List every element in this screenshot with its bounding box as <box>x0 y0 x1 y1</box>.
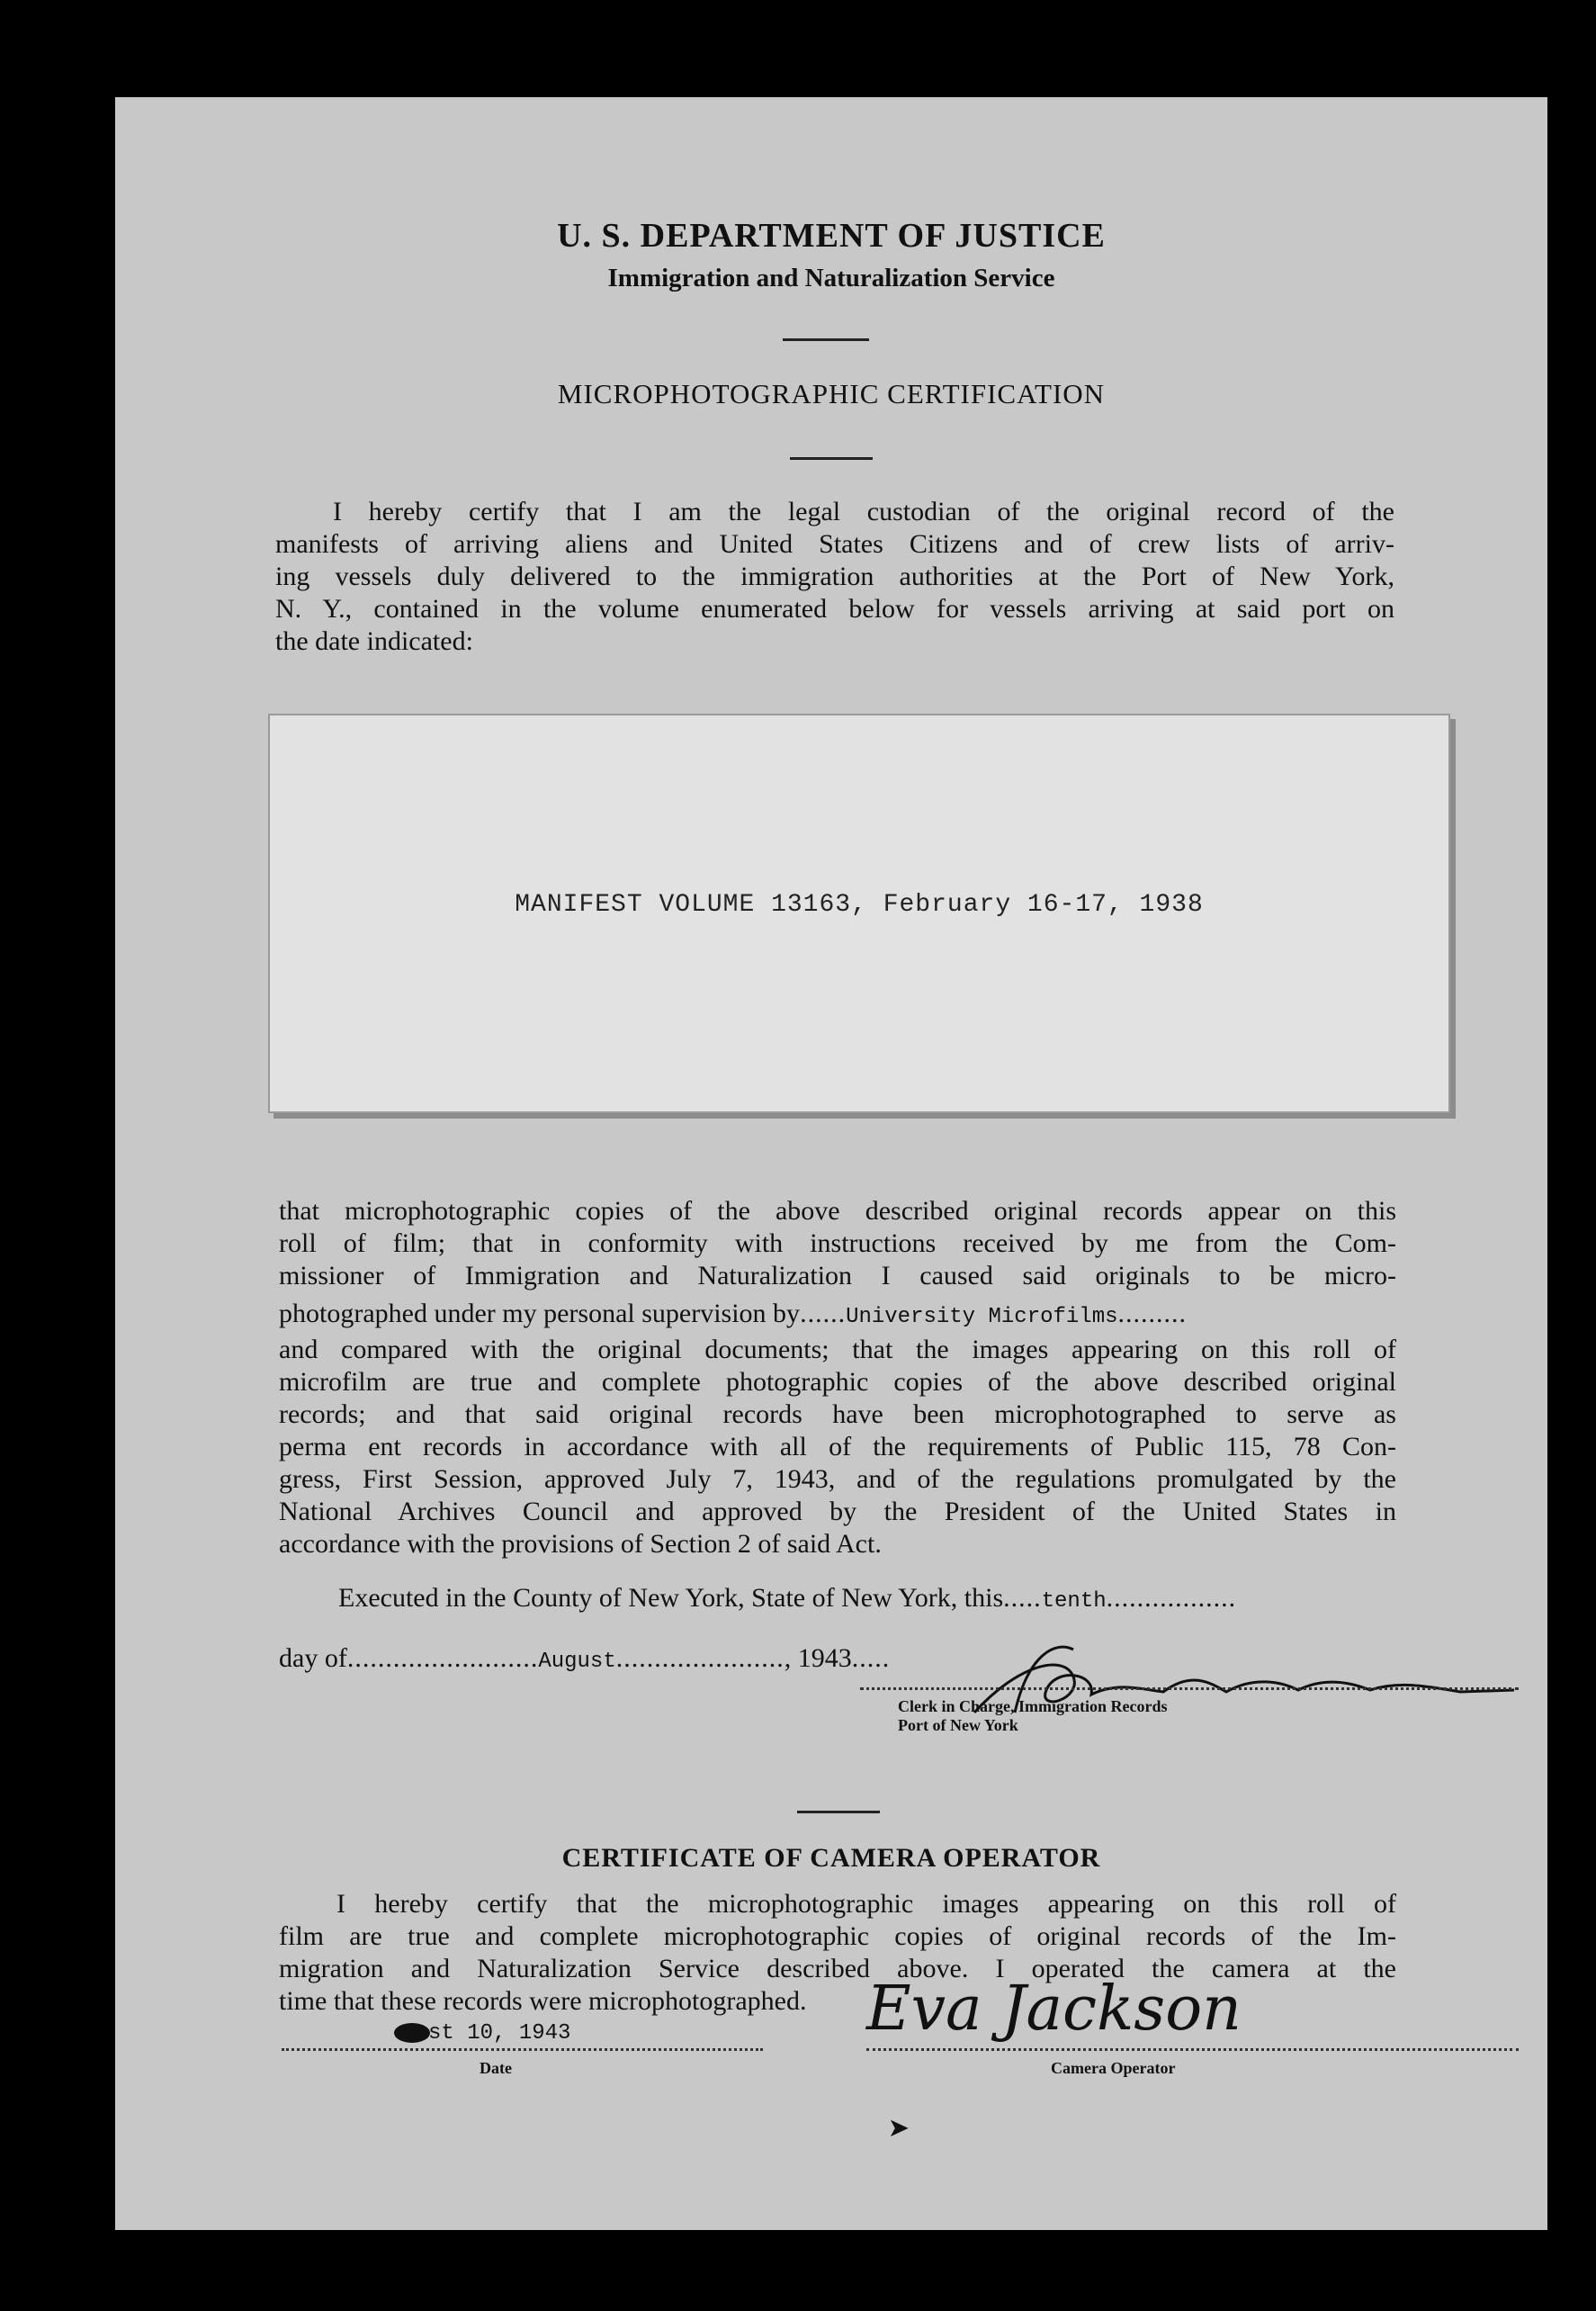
camera-line: migration and Naturalization Service described above. I operated the camera at the <box>279 1954 1396 1983</box>
intro-line: N. Y., contained in the volume enumerated below for vessels arriving at said port on <box>275 594 1394 624</box>
body-line: records; and that said original records have been microphotographed to serve as <box>279 1399 1396 1429</box>
manifest-volume-text: MANIFEST VOLUME 13163, February 16-17, 1938 <box>515 891 1204 919</box>
intro-line: the date indicated: <box>275 626 473 656</box>
camera-operator-heading: CERTIFICATE OF CAMERA OPERATOR <box>561 1843 1101 1873</box>
body-line: gress, First Session, approved July 7, 1943, and of the regulations promulgated by the <box>279 1464 1396 1494</box>
stray-mark: ➤ <box>889 2115 909 2141</box>
certification-title: MICROPHOTOGRAPHIC CERTIFICATION <box>557 378 1106 409</box>
operator-signature-line <box>866 2048 1519 2051</box>
photographed-prefix: photographed under my personal supervision by <box>279 1299 801 1328</box>
manifest-volume-slip <box>268 714 1450 1113</box>
executed-day-value: tenth <box>1041 1589 1107 1614</box>
camera-line: time that these records were microphotographed. <box>279 1986 807 2016</box>
clerk-title-line: Clerk in Charge, Immigration Records <box>898 1697 1168 1715</box>
divider-rule <box>797 1811 880 1813</box>
camera-line: I hereby certify that the microphotographic images appearing on this roll of <box>336 1889 1396 1919</box>
department-title: U. S. DEPARTMENT OF JUSTICE <box>557 217 1106 255</box>
intro-line: ing vessels duly delivered to the immigration authorities at the Port of New York, <box>275 562 1394 591</box>
body-line: microfilm are true and complete photographic copies of the above described original <box>279 1367 1396 1397</box>
body-line: National Archives Council and approved by the President of the United States in <box>279 1497 1396 1526</box>
camera-operator-signature: Eva Jackson <box>866 1974 1242 2045</box>
camera-line: film are true and complete microphotographic copies of original records of the Im- <box>279 1921 1396 1951</box>
body-line: and compared with the original documents; that the images appearing on this roll of <box>279 1335 1396 1364</box>
body-line: that microphotographic copies of the above described original records appear on this <box>279 1196 1396 1226</box>
ink-blot <box>394 2023 430 2043</box>
divider-rule <box>790 457 873 460</box>
body-line: missioner of Immigration and Naturalization I caused said originals to be micro- <box>279 1261 1396 1290</box>
executed-prefix: Executed in the County of New York, State of New York, this <box>338 1583 1004 1613</box>
year-value: , 1943 <box>784 1643 852 1673</box>
day-of-line: day of.........................August......................, 1943..... <box>279 1643 891 1674</box>
clerk-title <box>898 1697 1167 1735</box>
camera-operator-label: Camera Operator <box>1051 2059 1176 2077</box>
clerk-title-line: Port of New York <box>898 1716 1018 1734</box>
body-line: roll of film; that in conformity with instructions received by me from the Com- <box>279 1228 1396 1258</box>
executed-line: Executed in the County of New York, State of New York, this.....tenth................. <box>338 1583 1237 1614</box>
certificate-page <box>115 97 1547 2230</box>
camera-date-value: st 10, 1943 <box>428 2021 571 2046</box>
certification-body <box>279 1195 1396 1560</box>
photographer-value: University Microfilms <box>846 1305 1118 1329</box>
month-value: August <box>538 1650 616 1674</box>
intro-line: I hereby certify that I am the legal custodian of the original record of the <box>333 497 1394 526</box>
intro-line: manifests of arriving aliens and United States Citizens and of crew lists of arriv- <box>275 529 1394 559</box>
body-line: perma ent records in accordance with all of the requirements of Public 115, 78 Con- <box>279 1432 1396 1461</box>
divider-rule <box>783 338 869 341</box>
photographed-by-line: photographed under my personal supervision by......University Microfilms......... <box>279 1299 1188 1329</box>
intro-paragraph <box>275 496 1394 658</box>
date-line <box>282 2048 763 2051</box>
date-label: Date <box>480 2059 512 2077</box>
service-subtitle: Immigration and Naturalization Service <box>607 264 1055 292</box>
clerk-signature-line <box>860 1687 1519 1690</box>
body-line: accordance with the provisions of Section 2 of said Act. <box>279 1529 882 1559</box>
day-of-label: day of <box>279 1643 347 1673</box>
